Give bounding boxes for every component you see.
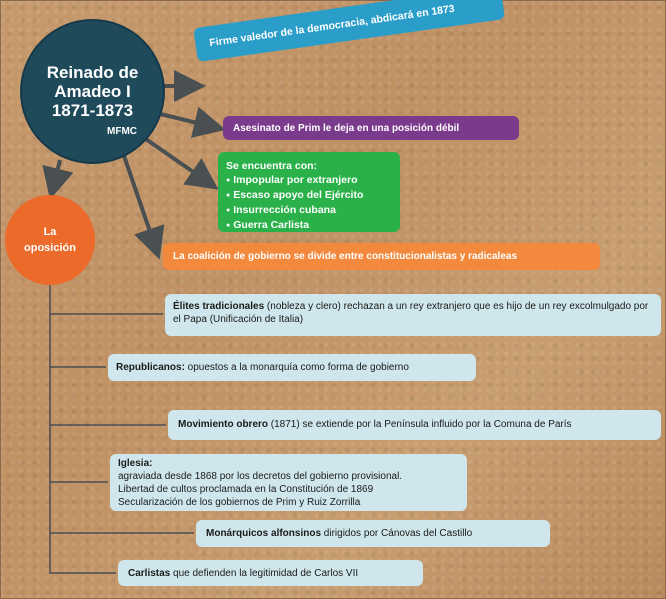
situation-item: ● Guerra Carlista <box>226 218 392 233</box>
democracy-text: Firme valedor de la democracia, abdicará en 1873 <box>208 2 456 49</box>
main-title-line2: Amadeo I <box>54 82 131 101</box>
arrow-situation <box>140 135 212 185</box>
church-heading: Iglesia: <box>118 458 153 469</box>
workers-heading: Movimiento obrero <box>178 419 269 430</box>
coalition-text: La coalición de gobierno se divide entre constitucionalistas y radicaleas <box>173 251 517 262</box>
elites-text: (nobleza y clero) rechazan a un rey extranjero que es hijo de un rey excolmulgado por el Papa (Unificación de Italia) <box>173 301 649 325</box>
carlists-box <box>118 560 423 586</box>
prim-text: Asesinato de Prim le deja en una posición débil <box>233 122 460 134</box>
opposition-circle <box>5 195 95 285</box>
church-line: Secularización de los gobiernos de Prim y Ruiz Zorrilla <box>118 497 361 508</box>
main-title-circle <box>20 19 165 164</box>
opposition-line1: La <box>43 226 57 238</box>
church-line: agraviada desde 1868 por los decretos del gobierno provisional. <box>118 471 403 482</box>
arrow-coalition <box>122 150 157 252</box>
situation-title: Se encuentra con: <box>226 160 318 172</box>
prim-box <box>223 116 519 140</box>
workers-text: (1871) se extiende por la Península influido por la Comuna de París <box>268 419 572 430</box>
alfonsinos-heading: Monárquicos alfonsinos <box>206 528 322 539</box>
alfonsinos-text: dirigidos por Cánovas del Castillo <box>321 528 473 539</box>
republicans-box <box>108 354 476 381</box>
elites-box <box>165 294 661 336</box>
author-label: MFMC <box>107 126 137 137</box>
main-title-line1: Reinado de <box>46 63 139 82</box>
main-title-line3: 1871-1873 <box>51 101 134 120</box>
arrow-prim <box>152 112 218 128</box>
carlists-text: que defienden la legitimidad de Carlos VII <box>170 568 359 579</box>
situation-item: ● Escaso apoyo del Ejército <box>226 188 392 203</box>
situation-item: ● Insurrección cubana <box>226 203 392 218</box>
situation-item: ● Impopular por extranjero <box>226 173 392 188</box>
situation-list <box>226 173 392 233</box>
alfonsinos-box <box>196 520 550 547</box>
elites-heading: Élites tradicionales <box>173 301 265 312</box>
arrow-opposition <box>52 160 60 192</box>
carlists-heading: Carlistas <box>128 568 171 579</box>
church-line: Libertad de cultos proclamada en la Constitución de 1869 <box>118 484 374 495</box>
coalition-box <box>163 243 600 270</box>
republicans-text: opuestos a la monarquía como forma de gobierno <box>184 362 409 373</box>
situation-box <box>218 152 400 232</box>
republicans-heading: Republicanos: <box>116 362 185 373</box>
opposition-line2: oposición <box>24 242 76 254</box>
workers-box <box>168 410 661 440</box>
church-box <box>110 454 467 511</box>
